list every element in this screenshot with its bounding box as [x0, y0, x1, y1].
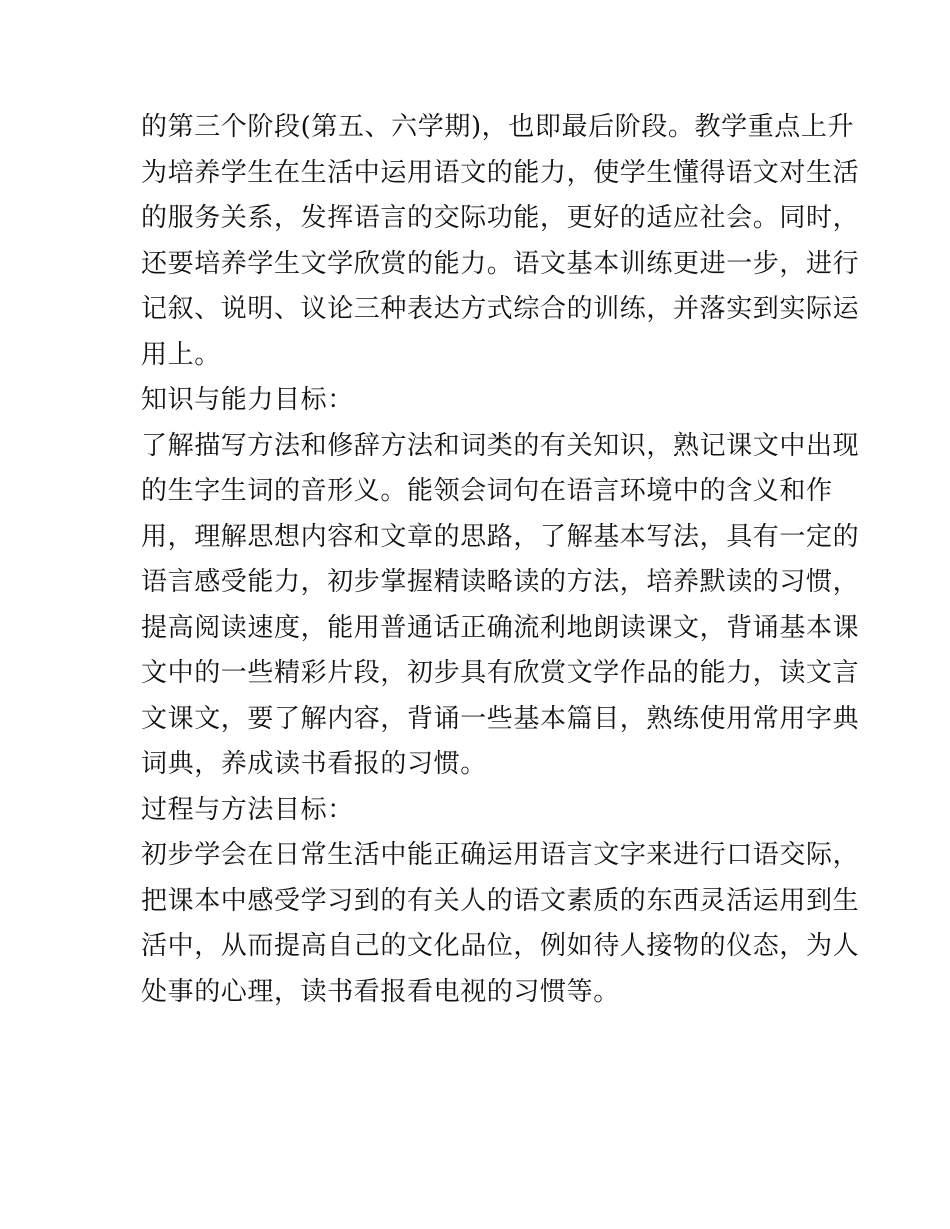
text-line: 用，理解思想内容和文章的思路，了解基本写法，具有一定的 [141, 521, 860, 552]
section-heading-knowledge-ability: 知识与能力目标： [141, 385, 354, 415]
text-line: 的第三个阶段(第五、六学期)，也即最后阶段。教学重点上升 [141, 112, 855, 142]
text-line: 词典，养成读书看报的习惯。 [141, 749, 487, 779]
text-line: 为培养学生在生活中运用语文的能力，使学生懂得语文对生活 [141, 157, 860, 188]
text-line: 文课文，要了解内容，背诵一些基本篇目，熟练使用常用字典 [141, 703, 860, 734]
text-line: 把课本中感受学习到的有关人的语文素质的东西灵活运用到生 [141, 885, 860, 916]
text-line: 初步学会在日常生活中能正确运用语言文字来进行口语交际， [141, 840, 860, 870]
text-line: 了解描写方法和修辞方法和词类的有关知识，熟记课文中出现 [141, 430, 860, 461]
text-line: 语言感受能力，初步掌握精读略读的方法，培养默读的习惯， [141, 567, 860, 597]
text-line: 处事的心理，读书看报看电视的习惯等。 [141, 976, 620, 1007]
section-heading-process-method: 过程与方法目标： [141, 794, 354, 825]
document-body [141, 105, 860, 1015]
text-line: 记叙、说明、议论三种表达方式综合的训练，并落实到实际运 [141, 294, 860, 324]
text-line: 活中，从而提高自己的文化品位，例如待人接物的仪态，为人 [141, 931, 860, 961]
text-line: 文中的一些精彩片段，初步具有欣赏文学作品的能力，读文言 [141, 658, 860, 688]
text-line: 提高阅读速度，能用普通话正确流利地朗读课文，背诵基本课 [141, 612, 860, 643]
text-line: 的服务关系，发挥语言的交际功能，更好的适应社会。同时， [141, 203, 860, 233]
text-line: 还要培养学生文学欣赏的能力。语文基本训练更进一步，进行 [141, 248, 860, 279]
text-line: 用上。 [141, 339, 221, 370]
text-line: 的生字生词的音形义。能领会词句在语言环境中的含义和作 [141, 476, 833, 506]
